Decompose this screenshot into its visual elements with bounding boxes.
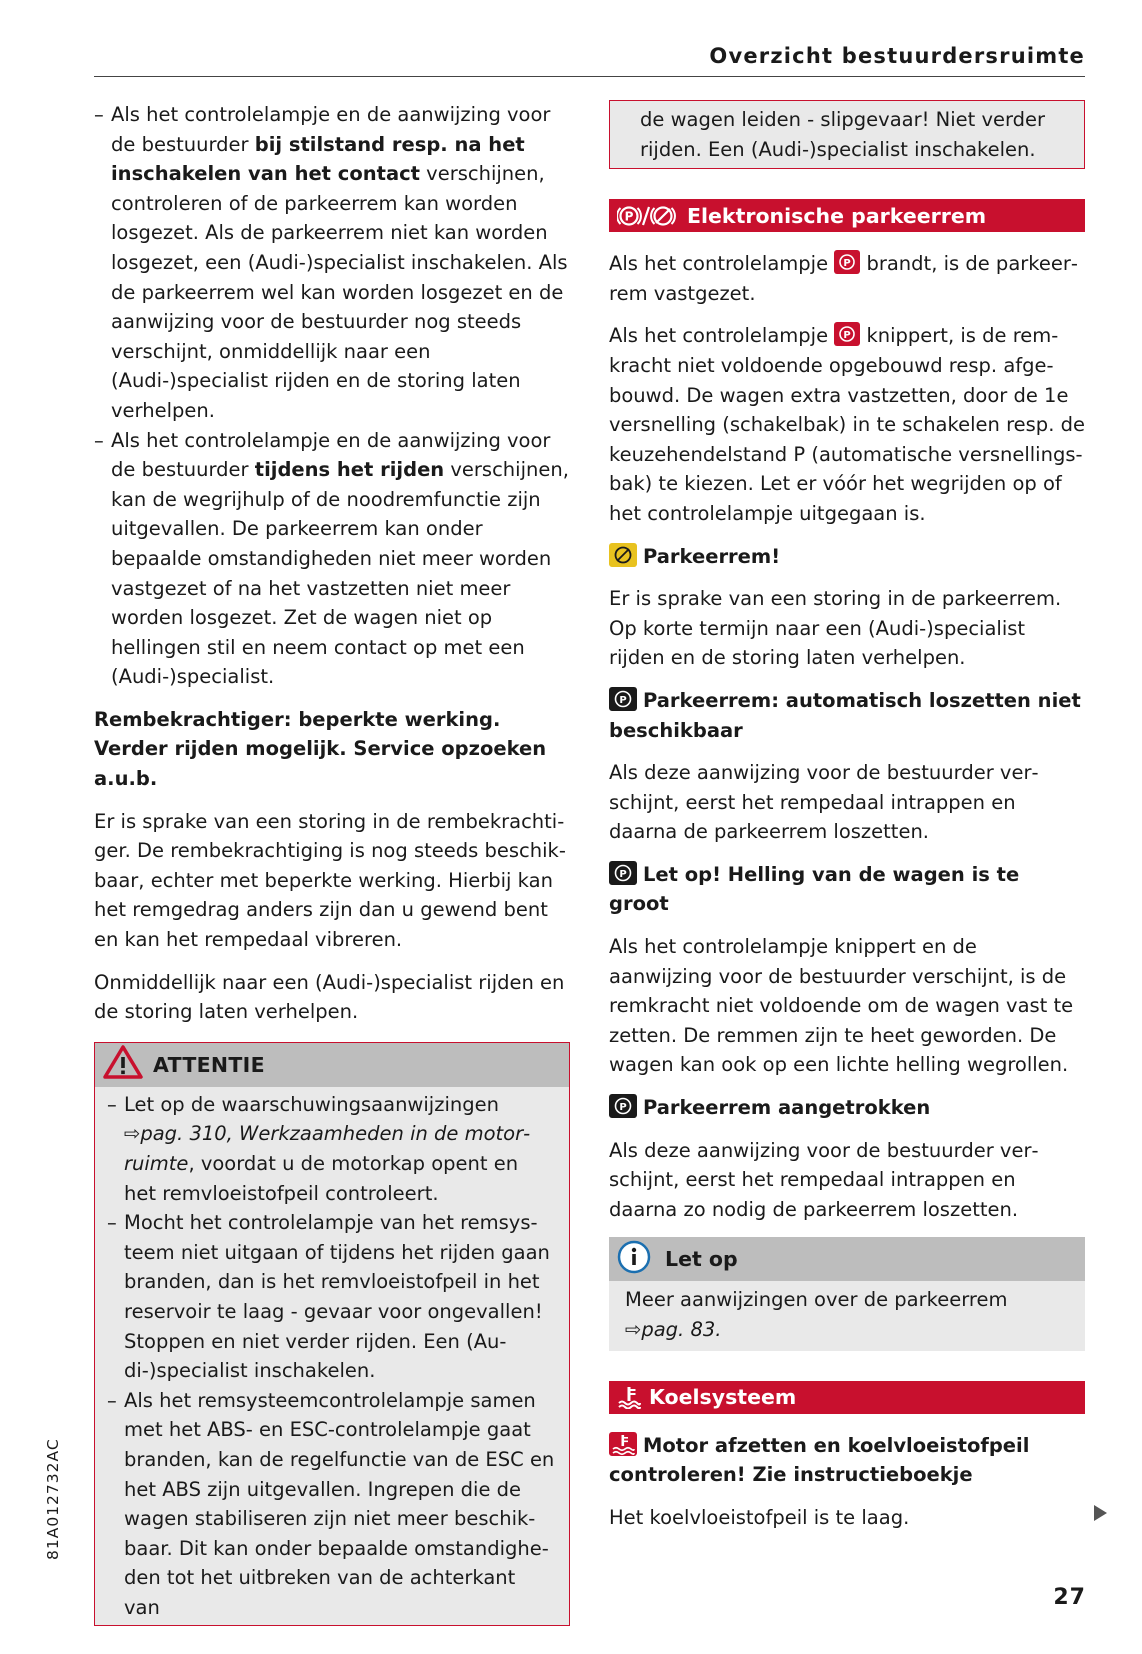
paragraph: Als het controlelampje knippert en de aanwijzing voor de bestuurder verschijnt, is de remkracht niet voldoende om de wagen vast te zetten. De remmen zijn te heet geworden. De wagen kan ook op een lichte helling wegrollen. [609,935,1074,1077]
svg-text:P: P [619,694,627,706]
paragraph: Als het controlelampje P knippert, is de remkracht niet voldoende opgebouwd resp. afgebouwd. De wagen extra vastzetten, door de 1e versnelling (schakelbak) in te schakelen resp. de keuzehendelstand P (automatische versnellingsbak) te kiezen. Let er vóór het wegrijden op of het controlelampje uitgegaan is. [609,324,1085,525]
paragraph: Er is sprake van een storing in de parkeerrem. Op korte termijn naar een (Audi-)specialist rijden en de storing laten verhelpen. [609,587,1062,670]
info-icon [617,1240,651,1279]
warning-header [95,1043,569,1087]
paragraph: Er is sprake van een storing in de rembekrachtiger. De rembekrachtiging is nog steeds beschikbaar, echter met beperkte werking. Hierbij kan het remgedrag anders zijn dan u gewend bent en kan het rempedaal vibreren. [94,809,566,952]
slope-heading: P Let op! Helling van de wagen is te groot [609,862,1020,916]
paragraph: Onmiddellijk naar een (Audi-)specialist rijden en de storing laten verhelpen. [94,970,565,1024]
bullet-list [94,100,570,692]
note-box [609,1237,1085,1350]
page-reference-link[interactable]: ⇨pag. 83. [625,1318,722,1341]
warning-title: ATTENTIE [153,1052,265,1077]
svg-text:P: P [624,209,634,224]
header-title: Overzicht bestuurdersruimte [709,44,1085,68]
coolant-icon [609,1432,637,1456]
auto-release-heading: P Parkeerrem: automatisch loszetten niet beschikbaar [609,688,1081,742]
svg-text:P: P [619,1102,627,1114]
continue-arrow-icon [1094,1505,1107,1521]
brake-fault-icon [609,543,637,567]
highlight-text: tijdens het rijden [254,458,445,482]
paragraph: Als deze aanwijzing voor de bestuurder verschijnt, eerst het rempedaal intrappen en daarna de parkeerrem loszetten. [609,761,1039,844]
note-title: Let op [665,1247,738,1272]
brake-applied-heading: P Parkeerrem aangetrokken [609,1093,1085,1123]
section-header-parking-brake [609,199,1085,232]
paragraph: Als het controlelampje P brandt, is de parkeerrem vastgezet. [609,252,1078,305]
document-code: 81A012732AC [44,1438,62,1560]
page-reference-link[interactable]: ⇨pag. 310, Werkzaamheden in de motorruimte [124,1122,531,1175]
running-header [94,44,1085,77]
svg-text:P: P [619,868,627,880]
list-item: – Als het remsysteemcontrolelampje samen met het ABS- en ESC-controlelampje gaat branden, kan de regelfunctie van de ESC en het ABS zijn uitgevallen. Ingrepen die de wagen stabiliseren zijn niet meer beschikbaar. Dit kan onder bepaalde omstandigheden tot het uitbreken van de achterkant van [107,1386,555,1623]
warning-body [95,1087,569,1625]
list-item: – Mocht het controlelampje van het remsysteem niet uitgaan of tijdens het rijden gaan branden, dan is het remvloeistofpeil in het reservoir te laag - gevaar voor ongevallen! Stoppen en niet verder rijden. Een (Audi-)specialist inschakelen. [107,1208,555,1386]
brake-p-icon [609,861,637,885]
page-number: 27 [1053,1585,1086,1610]
note-header [609,1237,1085,1281]
warning-box [94,1042,570,1626]
right-column [609,100,1085,1545]
svg-text:P: P [843,258,851,270]
warning-triangle-icon [103,1045,143,1084]
paragraph: Het koelvloeistofpeil is te laag. [609,1505,910,1529]
brake-lamp-icon [834,250,860,274]
coolant-icon [617,1385,641,1409]
section-title: Koelsysteem [649,1385,797,1410]
brake-lamp-icon [834,322,860,346]
paragraph: Als deze aanwijzing voor de bestuurder verschijnt, eerst het rempedaal intrappen en daarna zo nodig de parkeerrem loszetten. [609,1138,1039,1221]
parking-brake-fault-heading: Parkeerrem! [609,542,1085,572]
brake-p-icon [617,204,679,228]
svg-text:P: P [843,330,851,342]
brake-p-icon [609,1094,637,1118]
note-body: Meer aanwijzingen over de parkeerrem ⇨pag. 83. [625,1288,1008,1341]
section-title: Elektronische parkeerrem [687,203,987,228]
coolant-heading: Motor afzetten en koelvloeistofpeil controleren! Zie instructieboekje [609,1433,1030,1487]
list-item: – Als het controlelampje en de aanwijzing voor de bestuurder tijdens het rijden verschijnen, kan de wegrijhulp of de noodremfunctie zijn uitgevallen. De parkeerrem kan onder bepaalde omstandigheden niet meer worden vastgezet of na het vastzetten niet meer worden losgezet. Zet de wagen niet op hellingen stil en neem contact op met een (Audi-)specialist. [94,426,570,692]
brake-p-icon [609,687,637,711]
brake-booster-heading: Rembekrachtiger: beperkte werking. Verder rijden mogelijk. Service opzoeken a.u.b. [94,707,547,791]
left-column [94,100,570,1626]
list-item: – Let op de waarschuwingsaanwijzingen ⇨pag. 310, Werkzaamheden in de motorruimte, voordat u de motorkap opent en het remvloeistofpeil controleert. [107,1090,555,1208]
highlight-text: bij stilstand resp. na het inschakelen van het contact [111,132,525,186]
section-header-cooling [609,1381,1085,1414]
list-item: – Als het controlelampje en de aanwijzing voor de bestuurder bij stilstand resp. na het inschakelen van het contact verschijnen, controleren of de parkeerrem kan worden losgezet. Als de parkeerrem niet kan worden losgezet, een (Audi-)specialist inschakelen. Als de parkeerrem wel kan worden losgezet en de aanwijzing voor de bestuurder nog steeds verschijnt, onmiddellijk naar een (Audi-)specialist rijden en de storing laten verhelpen. [94,100,570,426]
warning-continuation: de wagen leiden - slipgevaar! Niet verder rijden. Een (Audi-)specialist inschakelen. [609,100,1085,169]
